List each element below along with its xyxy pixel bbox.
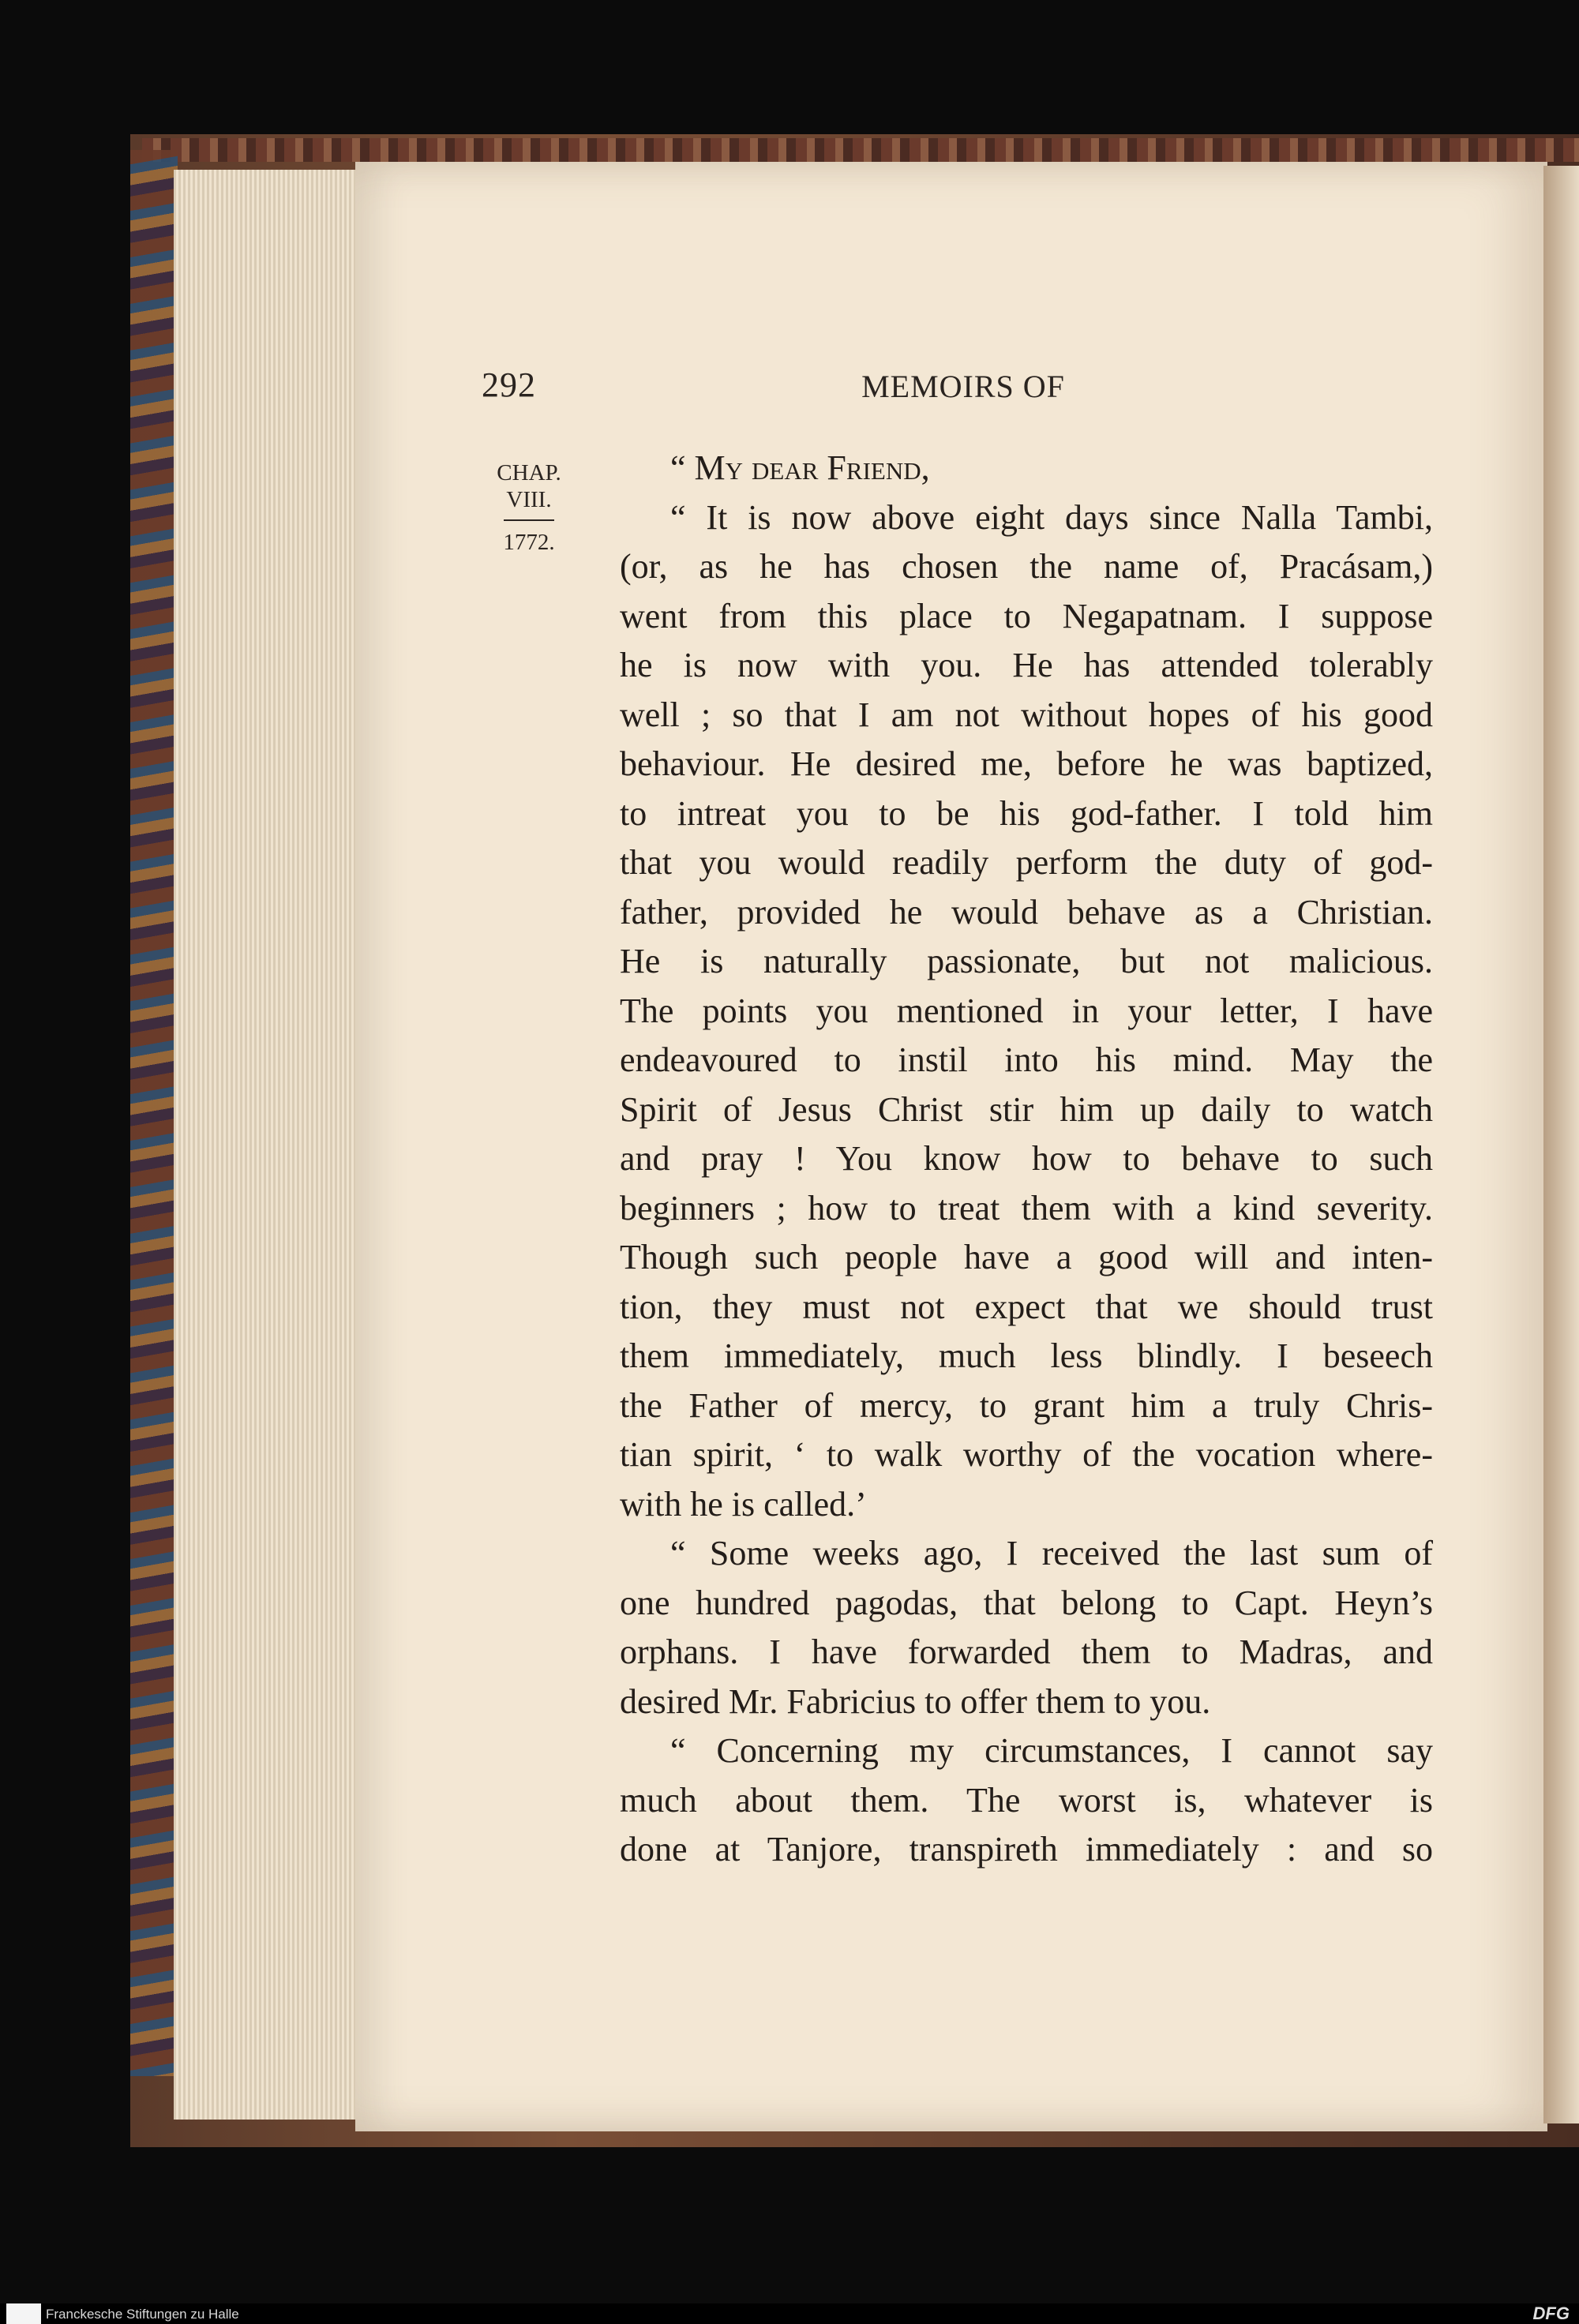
marbled-endpaper [130,150,178,2076]
text-line: behaviour. He desired me, before he was baptized, [620,744,1433,783]
text-line: to intreat you to be his god-father. I told him [620,793,1433,833]
text-line: well ; so that I am not without hopes of his good [620,695,1433,734]
facing-page-edge [1543,166,1579,2123]
text-line: them immediately, much less blindly. I beseech [620,1336,1433,1375]
text-line: Though such people have a good will and inten- [620,1238,1433,1276]
text-line: with he is called.’ [620,1484,867,1524]
text-line: the Father of mercy, to grant him a truly Chris- [620,1385,1433,1425]
page-stack-edge [174,170,379,2120]
body-text [620,444,1433,1875]
text-line: Spirit of Jesus Christ stir him up daily to watch [620,1089,1433,1129]
margin-year: 1772. [503,530,555,555]
text-line: orphans. I have forwarded them to Madras, and [620,1632,1433,1671]
text-line: and pray ! You know how to behave to such [620,1139,1433,1178]
running-title: MEMOIRS OF [861,369,1065,404]
text-line: went from this place to Negapatnam. I suppose [620,596,1433,635]
footer-institution: Franckesche Stiftungen zu Halle [46,2307,239,2322]
margin-rule [504,519,554,521]
text-line: he is now with you. He has attended tolerably [620,646,1433,684]
text-line: one hundred pagodas, that belong to Capt. Heyn’s [620,1583,1433,1622]
text-line: The points you mentioned in your letter, I have [620,991,1433,1030]
text-line: desired Mr. Fabricius to offer them to you. [620,1681,1211,1721]
page-number: 292 [482,365,536,404]
text-line: “ Some weeks ago, I received the last sum of [670,1534,1433,1572]
text-line: endeavoured to instil into his mind. May the [620,1040,1433,1079]
text-line: tion, they must not expect that we should trust [620,1287,1433,1326]
chapter-number: VIII. [506,487,552,512]
text-line: (or, as he has chosen the name of, Pracásam,) [620,547,1433,586]
text-line: that you would readily perform the duty of god- [620,843,1433,882]
text-line: “ It is now above eight days since Nalla Tambi, [670,497,1433,537]
text-line: “ My dear Friend, [670,448,930,487]
text-line: beginners ; how to treat them with a kind severity. [620,1188,1433,1228]
text-line: father, provided he would behave as a Christian. [620,892,1433,931]
chapter-label: CHAP. [497,460,561,485]
institution-logo-icon [6,2303,41,2324]
text-line: done at Tanjore, transpireth immediately : and so [620,1830,1433,1869]
text-line: tian spirit, ‘ to walk worthy of the vocation where- [620,1435,1433,1474]
text-line: “ Concerning my circumstances, I cannot say [670,1731,1433,1770]
dfg-logo: DFG [1532,2303,1570,2323]
text-line: He is naturally passionate, but not malicious. [620,942,1433,980]
text-line: much about them. The worst is, whatever is [620,1780,1433,1820]
margin-note [462,459,596,556]
book-top-edge [142,138,1579,162]
